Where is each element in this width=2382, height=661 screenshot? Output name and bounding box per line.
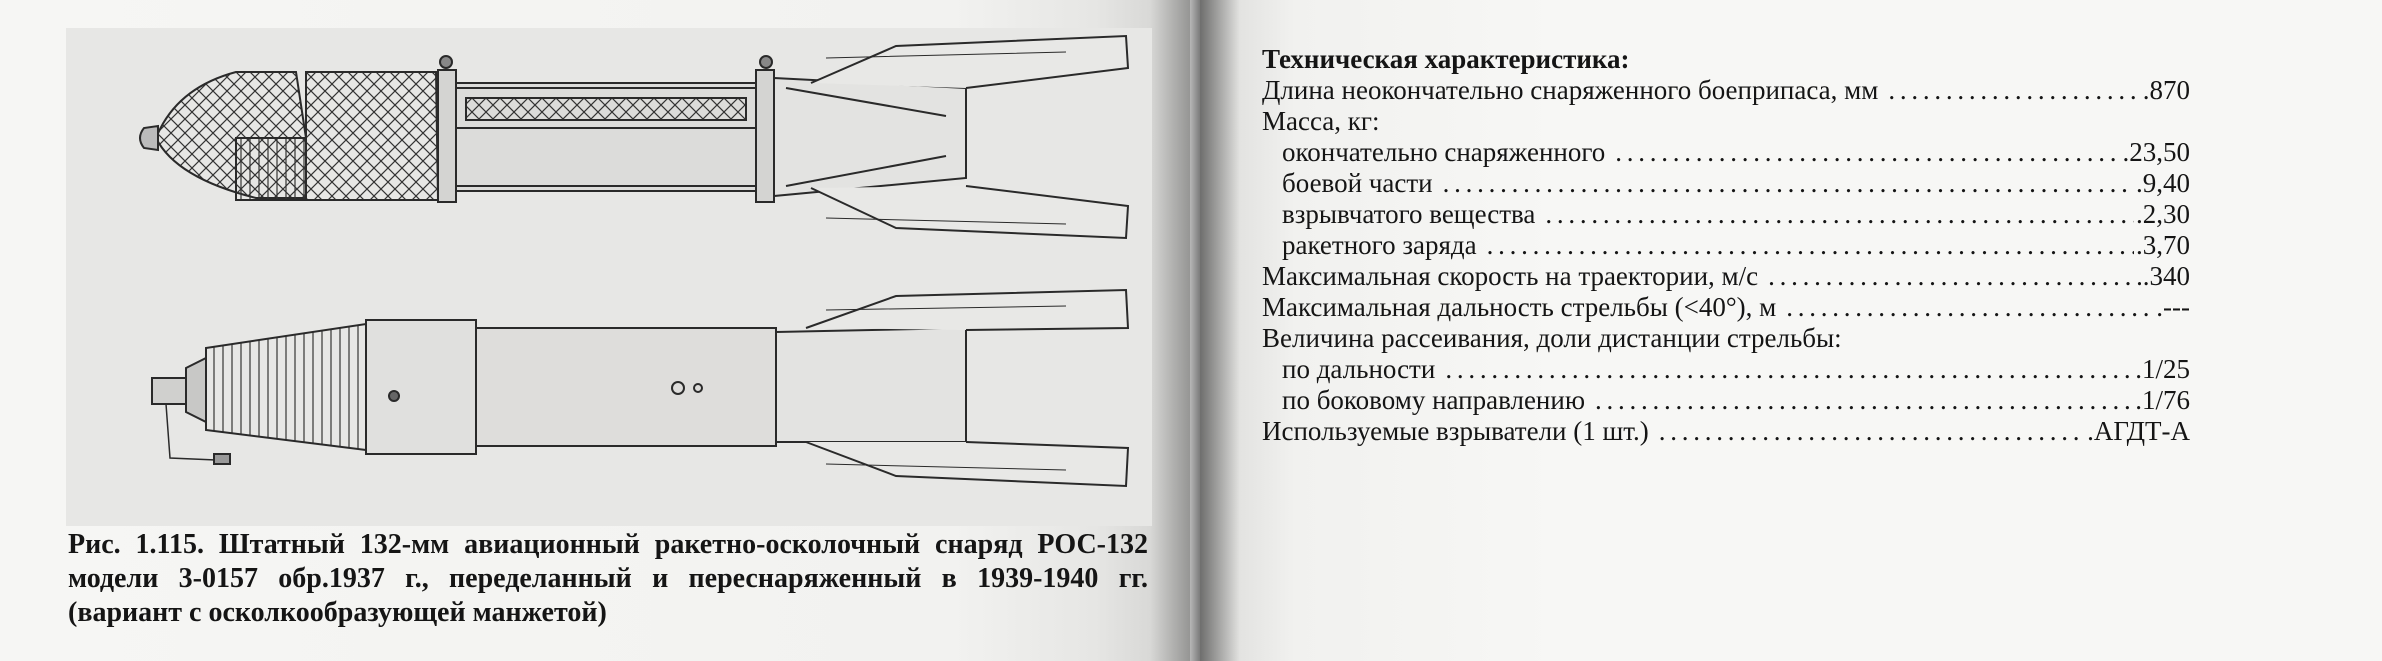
dot-leader xyxy=(1487,230,2134,261)
spec-label: Максимальная скорость на траектории, м/с xyxy=(1262,261,1759,291)
spec-value: .9,40 xyxy=(2136,168,2190,198)
spec-row xyxy=(1262,385,2190,416)
spec-row xyxy=(1262,323,2190,354)
dot-leader xyxy=(1615,137,2120,168)
spec-label: по боковому направлению xyxy=(1282,385,1585,415)
dot-leader xyxy=(1888,75,2140,106)
spec-row xyxy=(1262,261,2190,292)
spec-value: .2,30 xyxy=(2136,199,2190,229)
figure-caption: Рис. 1.115. Штатный 132-мм авиационный ракетно-осколочный снаряд РОС-132 модели 3-0157 обр.1937 г., переделанный и переснаряженный в 1939-1940 гг. (вариант с осколкообразующей манжетой) xyxy=(68,529,1148,628)
spec-label: по дальности xyxy=(1282,354,1436,384)
dot-leader xyxy=(1545,199,2134,230)
dot-leader xyxy=(1768,261,2141,292)
dot-leader xyxy=(1595,385,2133,416)
dot-leader xyxy=(1445,354,2133,385)
spec-label: Длина неокончательно снаряженного боеприпаса, мм xyxy=(1262,75,1879,105)
spec-row xyxy=(1262,230,2190,261)
spec-row xyxy=(1262,137,2190,168)
spec-label: Используемые взрыватели (1 шт.) xyxy=(1262,416,1649,446)
spec-label: Величина рассеивания, доли дистанции стрельбы: xyxy=(1262,323,1842,353)
spec-label: боевой части xyxy=(1282,168,1433,198)
spec-label: Масса, кг: xyxy=(1262,106,1380,136)
specs-title: Техническая характеристика: xyxy=(1262,44,1630,74)
book-gutter xyxy=(1150,0,1240,661)
rocket-exterior-view xyxy=(152,290,1128,486)
spec-row xyxy=(1262,199,2190,230)
spec-value: .23,50 xyxy=(2122,137,2190,167)
spec-row xyxy=(1262,416,2190,447)
spec-label: ракетного заряда xyxy=(1282,230,1477,260)
dot-leader xyxy=(1659,416,2085,447)
technical-specs xyxy=(1262,44,2190,447)
spec-value: .1/25 xyxy=(2135,354,2190,384)
spec-row xyxy=(1262,75,2190,106)
spec-label: окончательно снаряженного xyxy=(1282,137,1606,167)
spec-row xyxy=(1262,168,2190,199)
spec-value: .870 xyxy=(2142,75,2190,105)
spec-label: взрывчатого вещества xyxy=(1282,199,1536,229)
dot-leader xyxy=(1443,168,2134,199)
spec-value: .--- xyxy=(2156,292,2190,322)
rocket-section-view xyxy=(140,36,1128,238)
spec-value: .3,70 xyxy=(2136,230,2190,260)
spec-value: .340 xyxy=(2142,261,2190,291)
spec-row xyxy=(1262,106,2190,137)
spec-row xyxy=(1262,292,2190,323)
spec-row xyxy=(1262,354,2190,385)
spec-value: .1/76 xyxy=(2135,385,2190,415)
dot-leader xyxy=(1786,292,2154,323)
spec-label: Максимальная дальность стрельбы (<40°), м xyxy=(1262,292,1777,322)
rocket-drawing xyxy=(66,28,1152,526)
spec-value: .АГДТ-А xyxy=(2087,416,2190,446)
